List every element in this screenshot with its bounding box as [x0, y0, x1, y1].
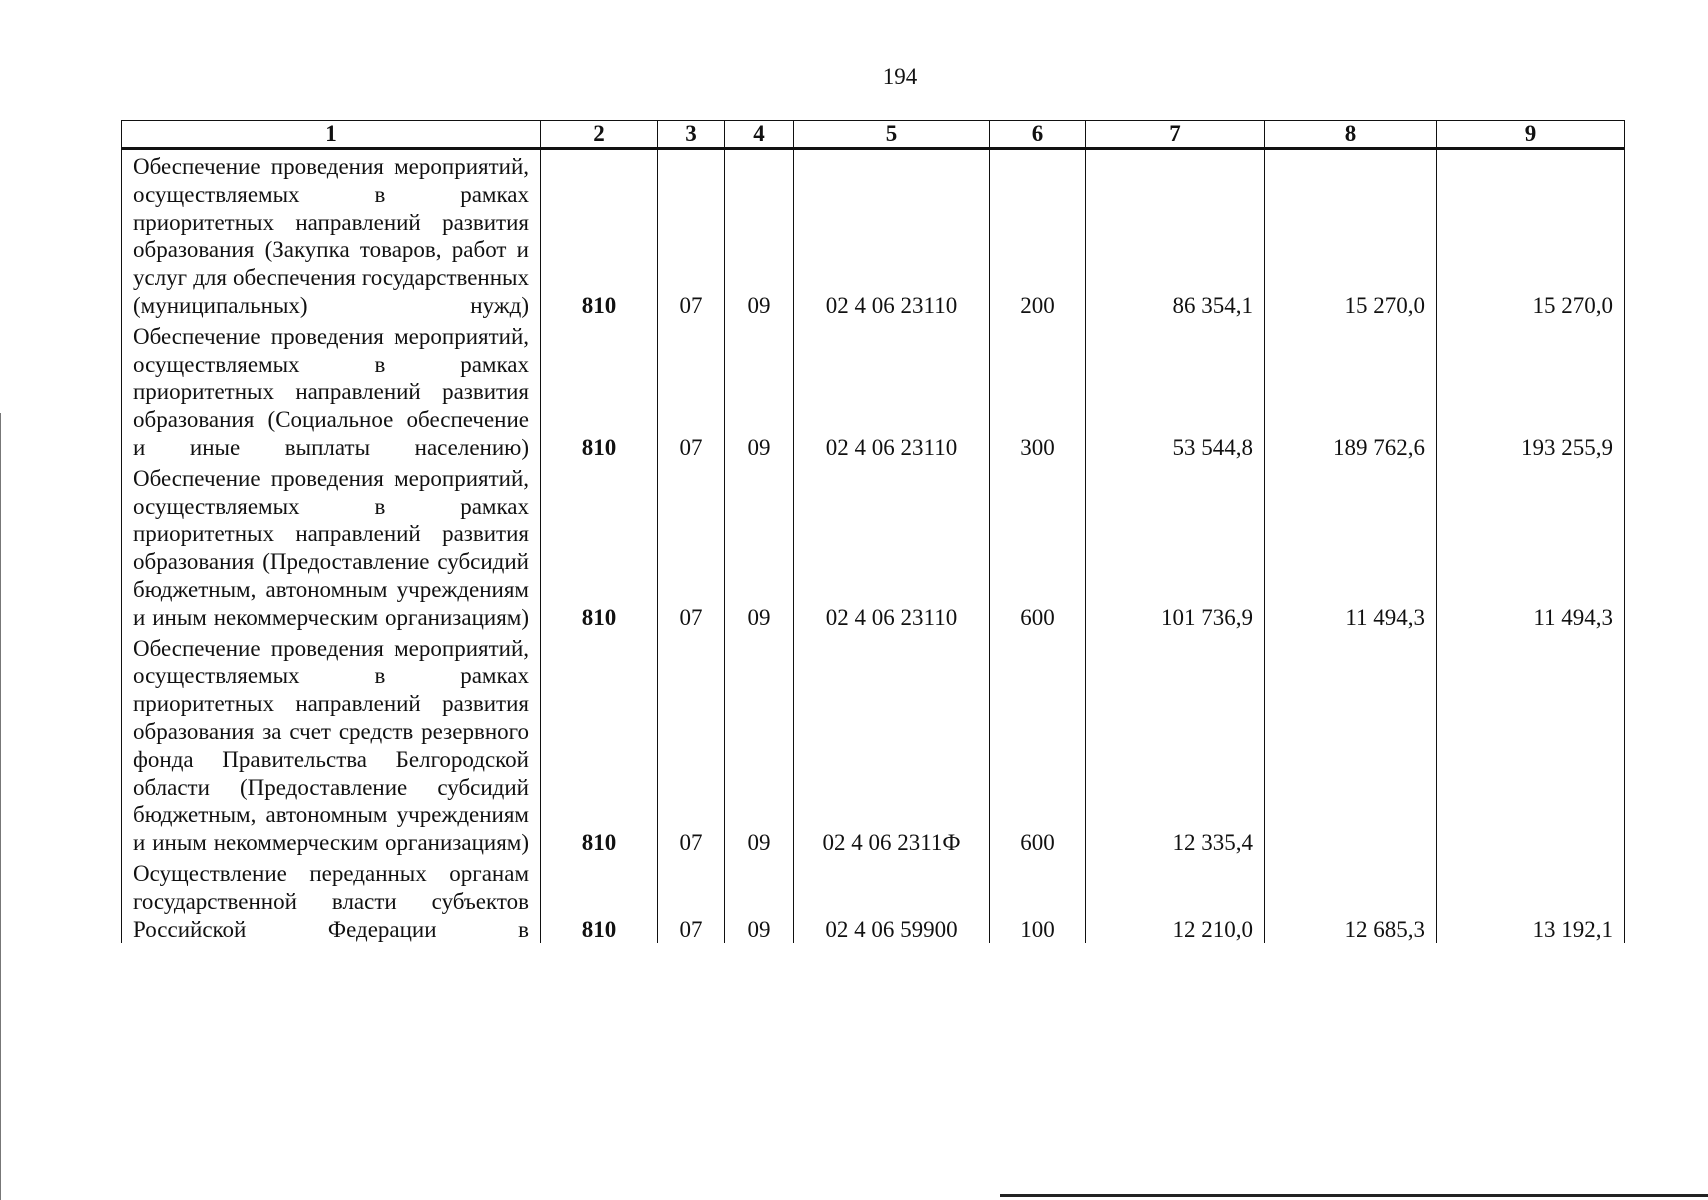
cell-amount-7: 86 354,1 — [1086, 149, 1265, 320]
page-number: 194 — [882, 64, 918, 89]
header-col-3: 3 — [658, 121, 725, 149]
cell-amount-8 — [1265, 632, 1437, 857]
cell-expense-type: 200 — [990, 149, 1086, 320]
cell-target-article: 02 4 06 2311Ф — [794, 632, 990, 857]
cell-amount-8: 11 494,3 — [1265, 462, 1437, 632]
cell-admin-code: 810 — [541, 149, 658, 320]
header-col-9: 9 — [1437, 121, 1625, 149]
cell-section: 07 — [658, 149, 725, 320]
header-col-5: 5 — [794, 121, 990, 149]
cell-amount-7: 12 210,0 — [1086, 857, 1265, 943]
cell-subsection: 09 — [725, 632, 794, 857]
cell-section: 07 — [658, 320, 725, 462]
header-col-2: 2 — [541, 121, 658, 149]
cell-target-article: 02 4 06 23110 — [794, 320, 990, 462]
cell-amount-9: 13 192,1 — [1437, 857, 1625, 943]
row-description: Обеспечение проведения мероприятий, осуществляемых в рамках приоритетных направлений развития образования (Предоставление субсидий бюджетным, автономным учреждениям и иным некоммерческим организациям) — [122, 462, 541, 632]
cell-amount-8: 189 762,6 — [1265, 320, 1437, 462]
header-col-1: 1 — [122, 121, 541, 149]
table-row — [122, 320, 1625, 462]
cell-amount-9 — [1437, 632, 1625, 857]
cell-target-article: 02 4 06 23110 — [794, 462, 990, 632]
row-description: Обеспечение проведения мероприятий, осуществляемых в рамках приоритетных направлений развития образования за счет средств резервного фонда Правительства Белгородской области (Предоставление субсидий бюджетным, автономным учреждениям и иным некоммерческим организациям) — [122, 632, 541, 857]
table-row — [122, 632, 1625, 857]
cell-amount-8: 12 685,3 — [1265, 857, 1437, 943]
table-row — [122, 149, 1625, 320]
cell-amount-7: 101 736,9 — [1086, 462, 1265, 632]
cell-expense-type: 600 — [990, 462, 1086, 632]
header-col-7: 7 — [1086, 121, 1265, 149]
cell-amount-8: 15 270,0 — [1265, 149, 1437, 320]
header-col-4: 4 — [725, 121, 794, 149]
cell-expense-type: 100 — [990, 857, 1086, 943]
cell-subsection: 09 — [725, 320, 794, 462]
header-col-8: 8 — [1265, 121, 1437, 149]
scan-edge-left — [0, 413, 1, 1200]
budget-table — [121, 120, 1625, 943]
cell-section: 07 — [658, 632, 725, 857]
cell-target-article: 02 4 06 23110 — [794, 149, 990, 320]
cell-amount-7: 12 335,4 — [1086, 632, 1265, 857]
cell-section: 07 — [658, 462, 725, 632]
row-description: Обеспечение проведения мероприятий, осуществляемых в рамках приоритетных направлений развития образования (Социальное обеспечение и иные выплаты населению) — [122, 320, 541, 462]
cell-subsection: 09 — [725, 462, 794, 632]
cell-section: 07 — [658, 857, 725, 943]
cell-expense-type: 600 — [990, 632, 1086, 857]
cell-amount-9: 15 270,0 — [1437, 149, 1625, 320]
scan-edge-bottom — [1000, 1194, 1708, 1197]
cell-amount-9: 193 255,9 — [1437, 320, 1625, 462]
cell-target-article: 02 4 06 59900 — [794, 857, 990, 943]
header-row — [122, 121, 1625, 149]
table-row — [122, 462, 1625, 632]
header-col-6: 6 — [990, 121, 1086, 149]
row-description: Обеспечение проведения мероприятий, осуществляемых в рамках приоритетных направлений развития образования (Закупка товаров, работ и услуг для обеспечения государственных (муниципальных) нужд) — [122, 149, 541, 320]
cell-admin-code: 810 — [541, 857, 658, 943]
table-row — [122, 857, 1625, 943]
cell-admin-code: 810 — [541, 462, 658, 632]
cell-amount-9: 11 494,3 — [1437, 462, 1625, 632]
cell-admin-code: 810 — [541, 320, 658, 462]
cell-subsection: 09 — [725, 857, 794, 943]
cell-admin-code: 810 — [541, 632, 658, 857]
row-description: Осуществление переданных органам государственной власти субъектов Российской Федерации в — [122, 857, 541, 943]
cell-expense-type: 300 — [990, 320, 1086, 462]
cell-amount-7: 53 544,8 — [1086, 320, 1265, 462]
cell-subsection: 09 — [725, 149, 794, 320]
